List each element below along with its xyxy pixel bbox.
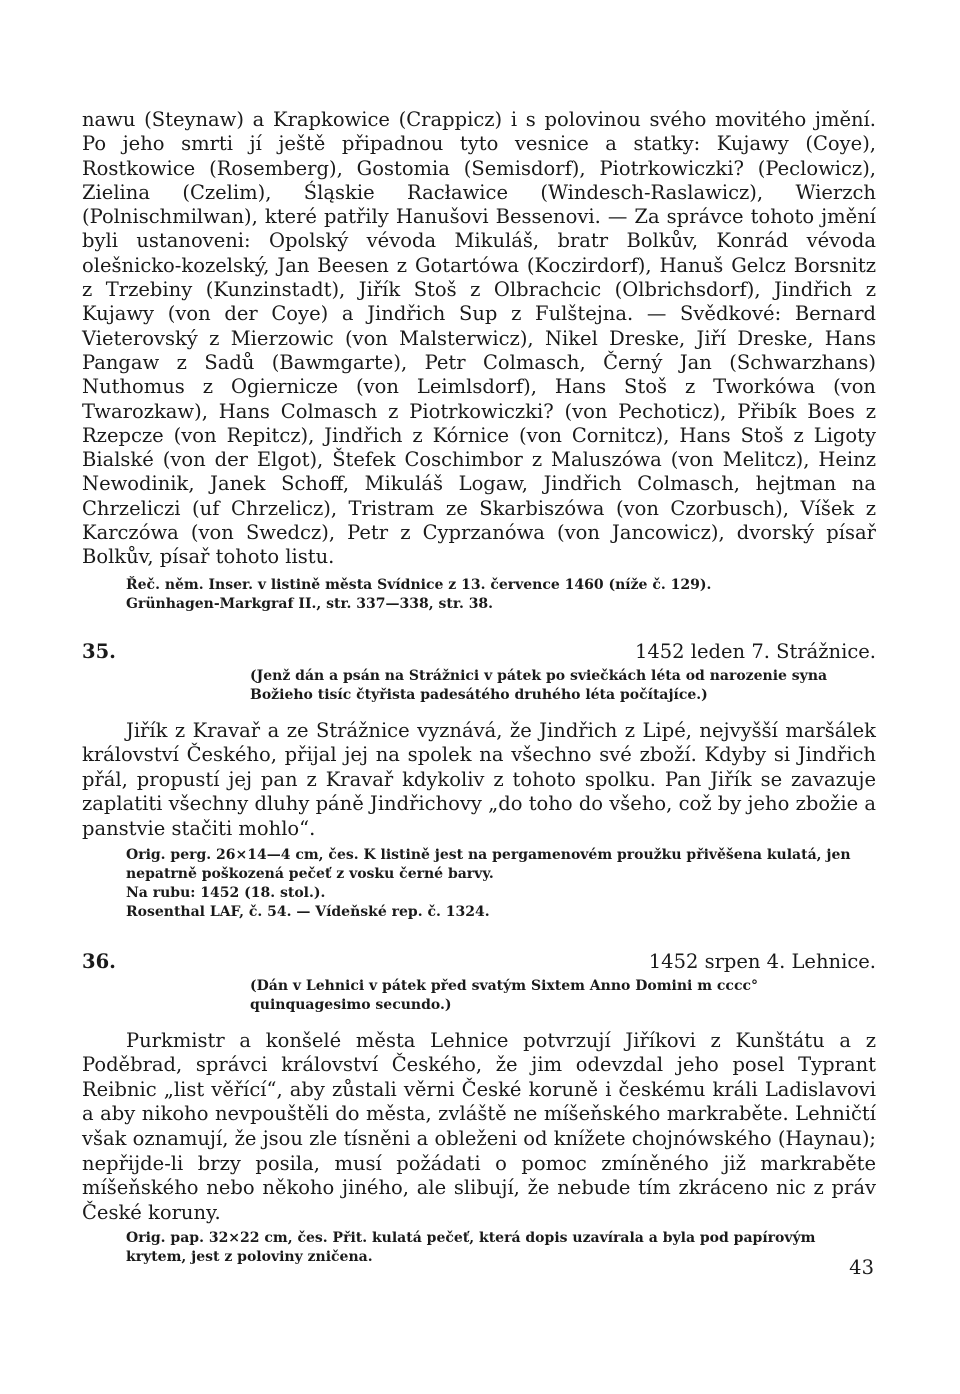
document-header: [82, 950, 876, 974]
note-literature: Rosenthal LAF, č. 54. — Vídeňské rep. č. 1324.: [126, 903, 490, 920]
note-original: Orig. perg. 26×14—4 cm, čes. K listině jest na pergamenovém proužku přivěšena kulatá, jen nepatrně poškozená pečeť z vosku černé barvy.: [126, 846, 851, 882]
document-header: [82, 640, 876, 664]
page-number: 43: [849, 1256, 874, 1279]
page-content: [82, 108, 876, 1267]
reference-note-literature: Grünhagen-Markgraf II., str. 337—338, str. 38.: [126, 595, 494, 612]
document-entry-35: [82, 640, 876, 922]
document-number: 36.: [82, 949, 116, 973]
document-dating-clause: (Jenž dán a psán na Strážnici v pátek po sviečkách léta od narozenie syna Božieho tisíc čtyřista padesátého druhého léta počítajíce.): [250, 667, 828, 703]
document-notes: [82, 1229, 876, 1267]
reference-note-language: Řeč. něm. Inser. v listině města Svídnice z 13. července 1460 (níže č. 129).: [126, 576, 712, 593]
note-verso: Na rubu: 1452 (18. stol.).: [126, 884, 326, 901]
document-date-place: 1452 srpen 4. Lehnice.: [648, 949, 876, 973]
document-date-place: 1452 leden 7. Strážnice.: [634, 639, 876, 663]
document-entry-36: [82, 950, 876, 1268]
reference-notes: [82, 576, 876, 614]
document-summary: Jiřík z Kravař a ze Strážnice vyznává, že Jindřich z Lipé, nejvyšší maršálek království Českého, přijal jej na spolek na všechno své zboží. Kdyby si Jindřich přál, propustí jej pan z Kravař kdykoliv z tohoto spolku. Pan Jiřík se zavazuje zaplatiti všechny dluhy páně Jindřichovy „do toho do všeho, což by jeho zbožie a panstvie stačiti mohlo“.: [82, 718, 876, 841]
continued-paragraph: nawu (Steynaw) a Krapkowice (Crappicz) i s polovinou svého movitého jmění. Po jeho smrti jí ještě připadnou tyto vesnice a statky: Kujawy (Coye), Rostkowice (Rosemberg), Gostomia (Semisdorf), Piotrkowiczki? (Peclowicz), Zielina (Czelim), Śląskie Racławice (Windesch-Raslawicz), Wierzch (Polnischmilwan), které patřily Hanušovi Bessenovi. — Za správce tohoto jmění byli ustanoveni: Opolský vévoda Mikuláš, bratr Bolkův, Konrád vévoda olešnicko-kozelský, Jan Beesen z Gotartówa (Koczirdorf), Hanuš Gelcz Borsnitz z Trzebiny (Kunzinstadt), Jiřík Stoš z Olbrachcic (Olbrichsdorf), Jindřich z Kujawy (von der Coye) a Jindřich Sup z Fulštejna. — Svědkové: Bernard Vieterovský z Mierzowic (von Malsterwicz), Nikel Dreske, Jiří Dreske, Hans Pangaw z Sadů (Bawmgarte), Petr Colmasch, Černý Jan (Schwarzhans) Nuthomus z Ogiernicze (von Leimlsdorf), Hans Stoš z Tworkówa (von Twarozkaw), Hans Colmasch z Piotrkowiczki? (von Pechoticz), Přibík Boes z Rzepcze (von Repitcz), Jindřich z Kórnice (von Cornitcz), Hans Stoš z Ligoty Bialské (von der Elgot), Štefek Coschimbor z Maluszówa (von Melitcz), Heinz Newodinik, Janek Schoff, Mikuláš Logaw, Jindřich Colmasch, hejtman na Chrzeliczi (uf Chrzelicz), Tristram ze Skarbiszówa (von Czorbusch), Víšek z Karczówa (von Swedcz), Petr z Cyprzanówa (von Jancowicz), dvorský písař Bolkův, písař tohoto listu.: [82, 108, 876, 569]
document-notes: [82, 846, 876, 922]
document-summary: Purkmistr a konšelé města Lehnice potvrzují Jiříkovi z Kunštátu a z Poděbrad, správci království Českého, že jim odevzdal jeho posel Typrant Reibnic „list věřící“, aby zůstali věrni České koruně i českému králi Ladislavovi a aby nikoho nevpouštěli do města, zvláště ne míšeňského markraběte. Lehničtí však oznamují, že jsou zle tísněni a obleženi od knížete chojnówského (Haynau); nepřijde-li brzy posila, musí požádati o pomoc zmíněného již markraběte míšeňského nebo někoho jiného, ale slibují, že nebude tím zkráceno nic z práv České koruny.: [82, 1028, 876, 1224]
document-dating-clause: (Dán v Lehnici v pátek před svatým Sixtem Anno Domini m cccc° quinquagesimo secundo.): [250, 977, 759, 1013]
document-number: 35.: [82, 639, 116, 663]
note-original: Orig. pap. 32×22 cm, čes. Přit. kulatá pečeť, která dopis uzavírala a byla pod papírovým krytem, jest z poloviny zničena.: [126, 1230, 816, 1266]
